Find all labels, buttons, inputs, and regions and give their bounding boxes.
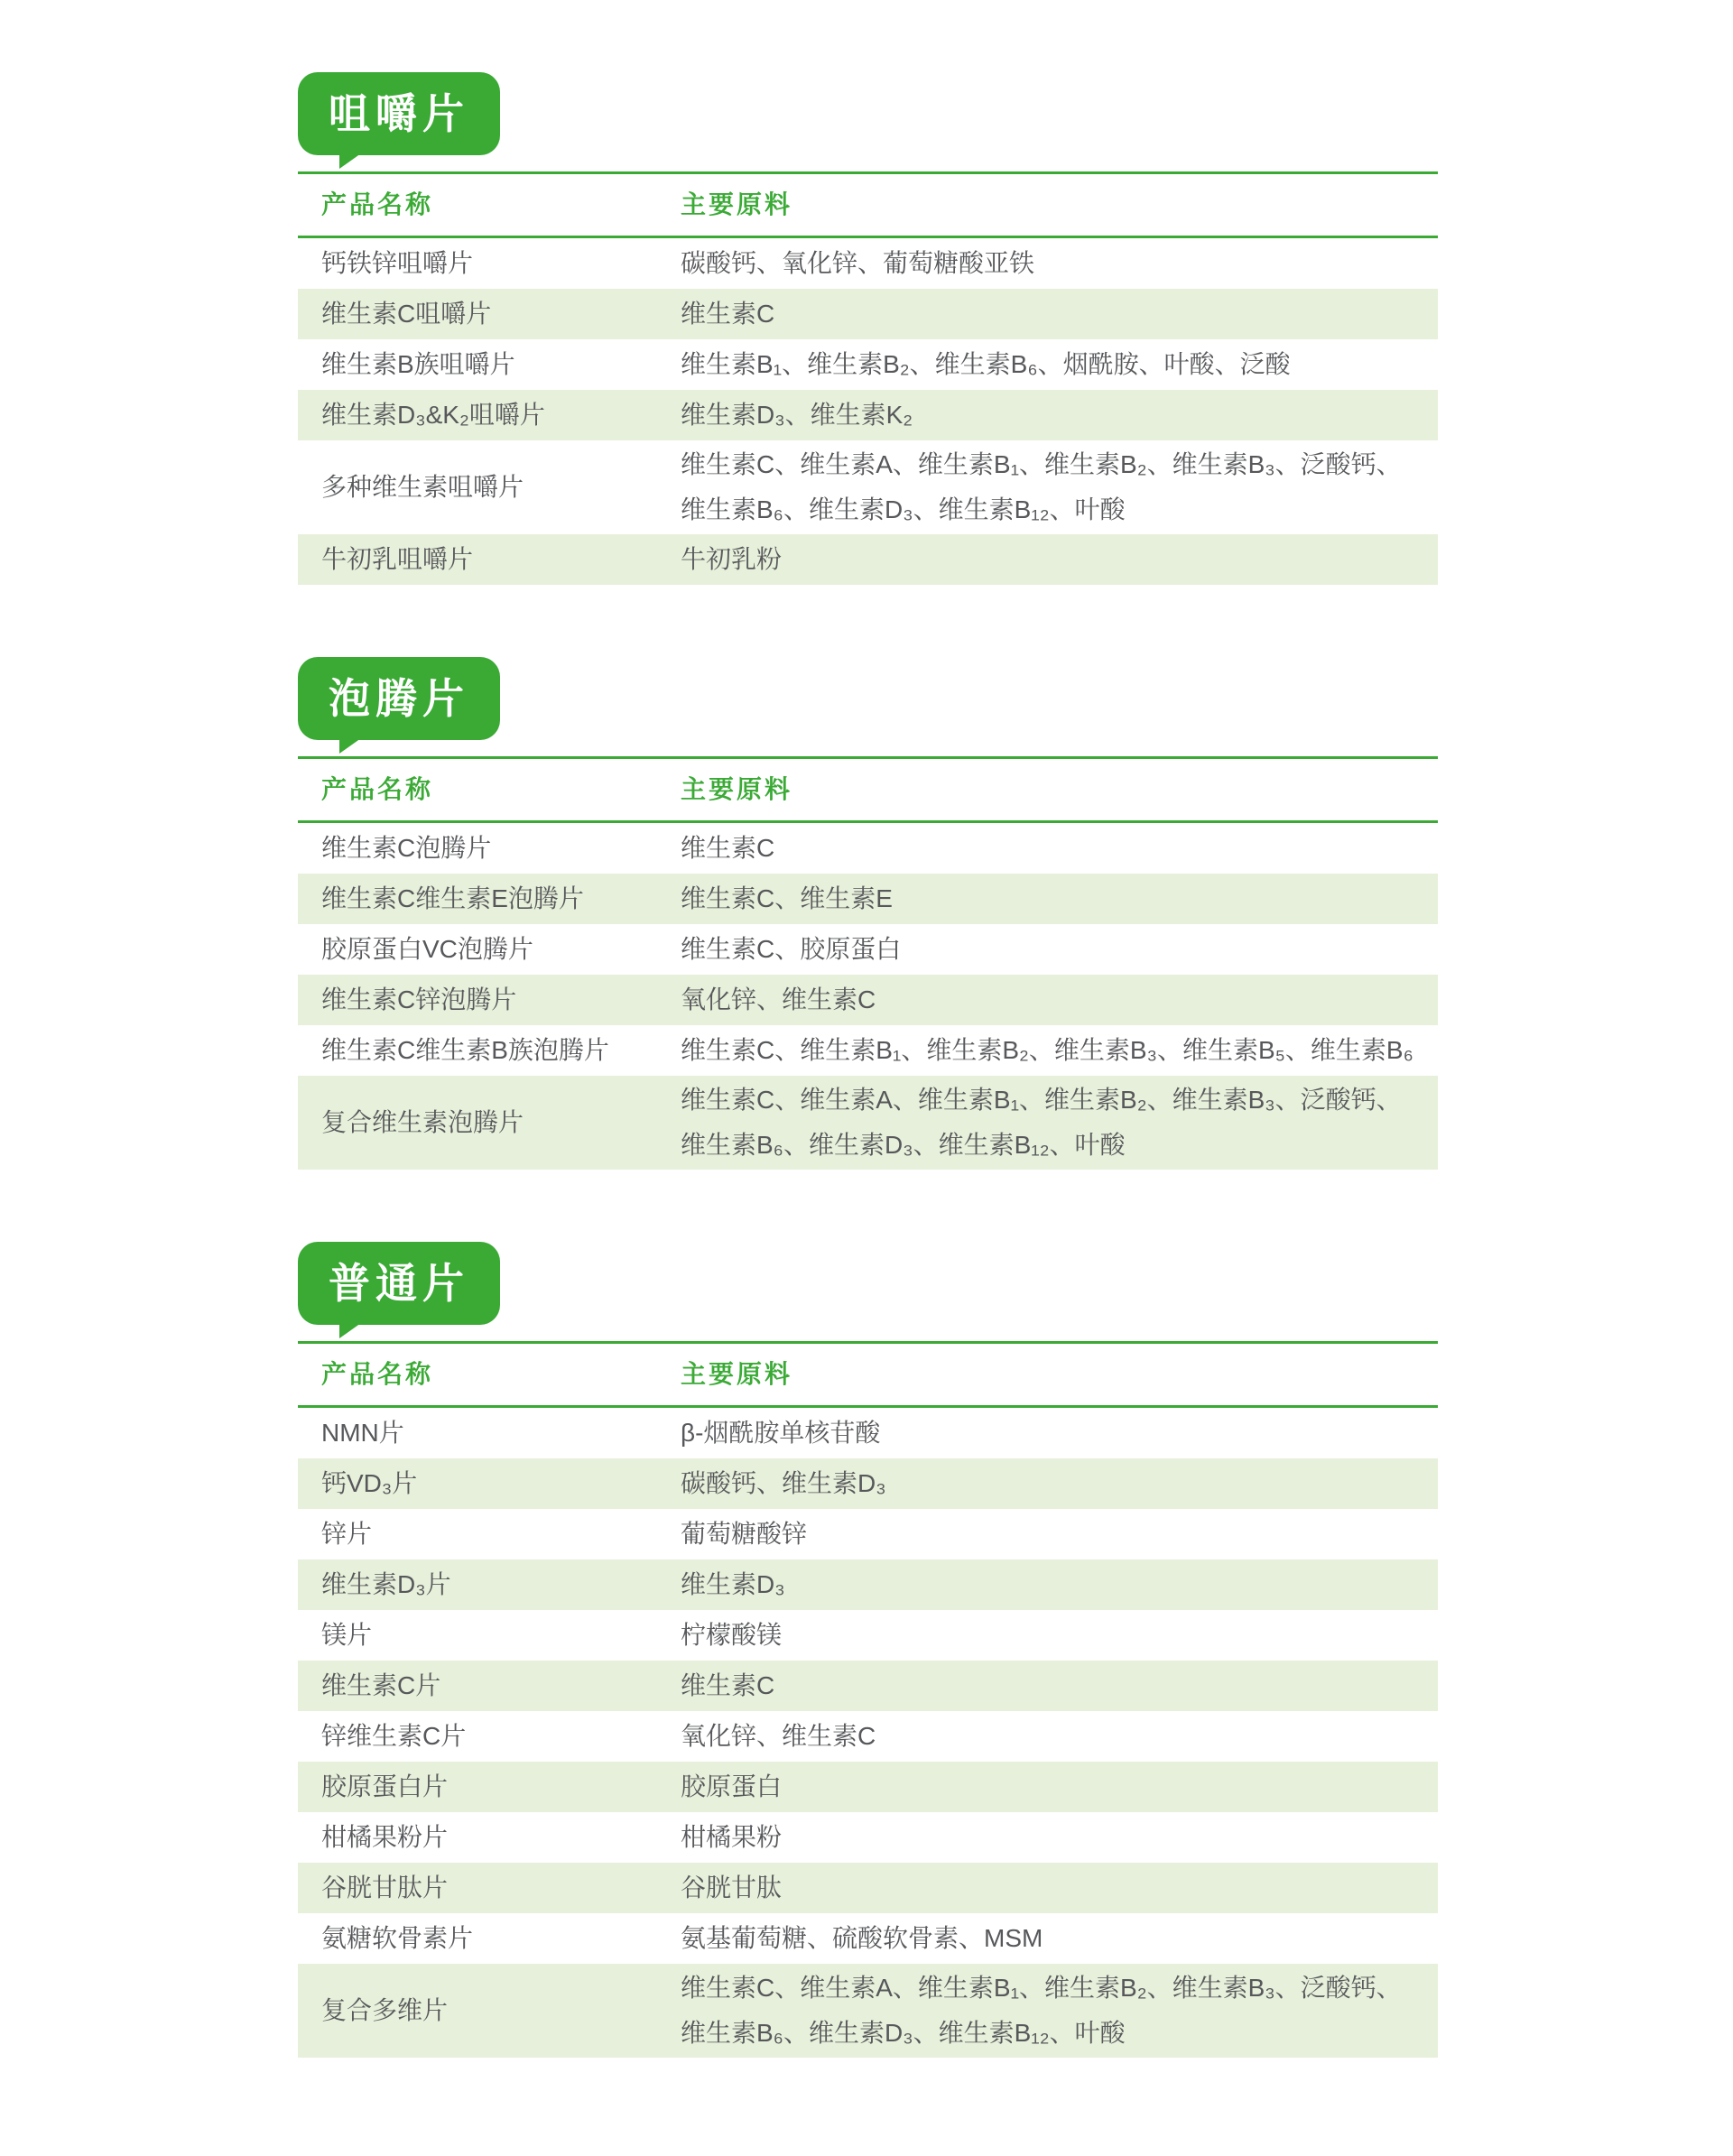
product-section: [298, 72, 1438, 585]
ingredients-cell: 维生素C、胶原蛋白: [681, 935, 902, 963]
product-name-cell: 多种维生素咀嚼片: [321, 473, 524, 501]
column-header-product-name: 产品名称: [321, 1360, 434, 1388]
table-row: [298, 1812, 1438, 1863]
table-row: [298, 823, 1438, 874]
column-header-product-name: 产品名称: [321, 775, 434, 803]
section-badge-label: 咀嚼片: [329, 90, 469, 137]
ingredients-cell: 碳酸钙、氧化锌、葡萄糖酸亚铁: [681, 249, 1035, 277]
column-header-main-ingredients: 主要原料: [681, 190, 793, 218]
section-badge: [298, 657, 500, 740]
table-row: [298, 975, 1438, 1025]
ingredients-cell: 柠檬酸镁: [681, 1621, 783, 1649]
column-header-product-name: 产品名称: [321, 190, 434, 218]
table-row: [298, 1711, 1438, 1762]
ingredients-cell: 维生素B₁、维生素B₂、维生素B₆、烟酰胺、叶酸、泛酸: [681, 350, 1291, 378]
product-name-cell: 牛初乳咀嚼片: [321, 545, 474, 573]
product-section: [298, 1242, 1438, 2058]
table-row: [298, 1863, 1438, 1913]
column-header-main-ingredients: 主要原料: [681, 1360, 793, 1388]
ingredients-cell: 氨基葡萄糖、硫酸软骨素、MSM: [681, 1924, 1043, 1952]
table-row: [298, 238, 1438, 289]
ingredients-cell: 柑橘果粉: [681, 1823, 783, 1851]
badge-tail-icon: [339, 738, 361, 754]
ingredients-cell: 氧化锌、维生素C: [681, 985, 876, 1013]
product-section: [298, 657, 1438, 1170]
table-body: [298, 238, 1438, 585]
ingredients-cell: 牛初乳粉: [681, 545, 783, 573]
product-name-cell: 柑橘果粉片: [321, 1823, 449, 1851]
product-name-cell: 钙VD₃片: [321, 1469, 418, 1497]
table-row: [298, 1964, 1438, 2058]
product-name-cell: 胶原蛋白VC泡腾片: [321, 935, 533, 963]
product-name-cell: 维生素C咀嚼片: [321, 300, 492, 328]
table-row: [298, 390, 1438, 440]
sections-host: [298, 72, 1438, 2058]
section-badge-label: 泡腾片: [329, 675, 469, 722]
content-column: [298, 72, 1438, 2058]
product-name-cell: 复合维生素泡腾片: [321, 1108, 524, 1136]
product-name-cell: 镁片: [321, 1621, 373, 1649]
product-name-cell: 维生素B族咀嚼片: [321, 350, 515, 378]
ingredients-cell: 维生素C: [681, 300, 775, 328]
table-row: [298, 440, 1438, 534]
ingredients-cell: 谷胱甘肽: [681, 1874, 783, 1902]
table-row: [298, 1559, 1438, 1610]
table-row: [298, 1408, 1438, 1458]
product-name-cell: 复合多维片: [321, 1996, 449, 2024]
ingredients-cell: 维生素C: [681, 834, 775, 862]
ingredients-cell: 维生素C、维生素A、维生素B₁、维生素B₂、维生素B₃、泛酸钙、维生素B₆、维生素D₃、维生素B₁₂、叶酸: [681, 450, 1402, 523]
table-header-row: [298, 171, 1438, 238]
table-row: [298, 1661, 1438, 1711]
ingredients-cell: 胶原蛋白: [681, 1772, 783, 1800]
product-name-cell: 维生素C维生素B族泡腾片: [321, 1036, 609, 1064]
table-row: [298, 1509, 1438, 1559]
table-row: [298, 1076, 1438, 1170]
table-row: [298, 1025, 1438, 1076]
badge-tail-icon: [339, 153, 361, 169]
ingredients-cell: 维生素C、维生素B₁、维生素B₂、维生素B₃、维生素B₅、维生素B₆: [681, 1036, 1413, 1064]
section-badge-label: 普通片: [329, 1260, 469, 1307]
product-name-cell: 维生素C维生素E泡腾片: [321, 884, 584, 912]
ingredients-cell: 氧化锌、维生素C: [681, 1722, 876, 1750]
table-row: [298, 1610, 1438, 1661]
ingredients-cell: 维生素C、维生素E: [681, 884, 893, 912]
table-row: [298, 1913, 1438, 1964]
ingredients-cell: β-烟酰胺单核苷酸: [681, 1419, 881, 1447]
table-header-row: [298, 1341, 1438, 1408]
product-name-cell: NMN片: [321, 1419, 404, 1447]
table-header-row: [298, 756, 1438, 823]
section-badge: [298, 72, 500, 155]
table-body: [298, 823, 1438, 1170]
product-name-cell: 维生素D₃&K₂咀嚼片: [321, 401, 545, 429]
table-row: [298, 874, 1438, 924]
product-name-cell: 谷胱甘肽片: [321, 1874, 449, 1902]
product-name-cell: 维生素C片: [321, 1671, 441, 1699]
table-row: [298, 1762, 1438, 1812]
product-name-cell: 锌片: [321, 1520, 373, 1548]
product-name-cell: 维生素C锌泡腾片: [321, 985, 517, 1013]
product-name-cell: 锌维生素C片: [321, 1722, 467, 1750]
product-name-cell: 维生素D₃片: [321, 1570, 451, 1598]
badge-tail-icon: [339, 1323, 361, 1338]
table-row: [298, 534, 1438, 585]
table-body: [298, 1408, 1438, 2058]
column-header-main-ingredients: 主要原料: [681, 775, 793, 803]
section-badge: [298, 1242, 500, 1325]
ingredients-cell: 维生素C、维生素A、维生素B₁、维生素B₂、维生素B₃、泛酸钙、维生素B₆、维生素D₃、维生素B₁₂、叶酸: [681, 1974, 1402, 2047]
table-row: [298, 1458, 1438, 1509]
product-name-cell: 氨糖软骨素片: [321, 1924, 474, 1952]
table-row: [298, 924, 1438, 975]
ingredients-cell: 维生素C、维生素A、维生素B₁、维生素B₂、维生素B₃、泛酸钙、维生素B₆、维生素D₃、维生素B₁₂、叶酸: [681, 1086, 1402, 1159]
table-row: [298, 339, 1438, 390]
ingredients-cell: 维生素D₃: [681, 1570, 785, 1598]
ingredients-cell: 维生素D₃、维生素K₂: [681, 401, 913, 429]
product-name-cell: 钙铁锌咀嚼片: [321, 249, 474, 277]
table-row: [298, 289, 1438, 339]
ingredients-cell: 葡萄糖酸锌: [681, 1520, 808, 1548]
product-name-cell: 胶原蛋白片: [321, 1772, 449, 1800]
ingredients-cell: 碳酸钙、维生素D₃: [681, 1469, 886, 1497]
ingredients-cell: 维生素C: [681, 1671, 775, 1699]
product-name-cell: 维生素C泡腾片: [321, 834, 492, 862]
